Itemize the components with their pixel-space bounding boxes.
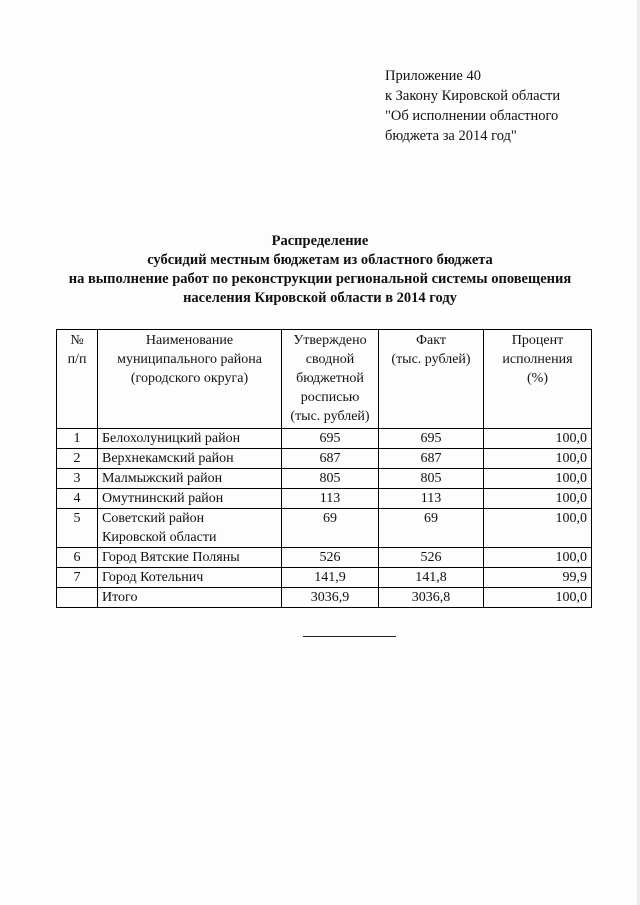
- row-fact: 113: [379, 489, 484, 509]
- appendix-line: бюджета за 2014 год": [385, 128, 517, 144]
- row-percent: 100,0: [484, 449, 592, 469]
- row-fact: 141,8: [379, 568, 484, 588]
- row-percent: 99,9: [484, 568, 592, 588]
- appendix-block: [385, 66, 625, 146]
- total-row: [57, 588, 592, 608]
- table-row: [57, 568, 592, 588]
- row-num: 3: [57, 469, 98, 489]
- header-fact: Факт (тыс. рублей): [379, 330, 484, 429]
- row-approved: 695: [282, 429, 379, 449]
- appendix-line: Приложение 40: [385, 68, 481, 84]
- table-row: [57, 489, 592, 509]
- row-approved: 113: [282, 489, 379, 509]
- appendix-line: "Об исполнении областного: [385, 108, 559, 124]
- row-name: Советский район Кировской области: [98, 509, 282, 548]
- appendix-line: к Закону Кировской области: [385, 88, 561, 104]
- total-percent: 100,0: [484, 588, 592, 608]
- row-fact: 695: [379, 429, 484, 449]
- total-label: Итого: [98, 588, 282, 608]
- header-num: № п/п: [57, 330, 98, 429]
- total-approved: 3036,9: [282, 588, 379, 608]
- subsidy-table: [56, 329, 592, 608]
- row-num: 1: [57, 429, 98, 449]
- row-name: Город Вятские Поляны: [98, 548, 282, 568]
- row-approved: 687: [282, 449, 379, 469]
- table-row: [57, 469, 592, 489]
- row-percent: 100,0: [484, 548, 592, 568]
- row-num: 6: [57, 548, 98, 568]
- row-name: Белохолуницкий район: [98, 429, 282, 449]
- row-name: Верхнекамский район: [98, 449, 282, 469]
- document-title: [20, 232, 620, 308]
- row-num: 2: [57, 449, 98, 469]
- row-approved: 141,9: [282, 568, 379, 588]
- row-percent: 100,0: [484, 509, 592, 548]
- title-line: субсидий местным бюджетам из областного бюджета: [147, 252, 493, 268]
- table-row: [57, 509, 592, 548]
- row-fact: 526: [379, 548, 484, 568]
- row-percent: 100,0: [484, 469, 592, 489]
- header-approved: Утверждено сводной бюджетной росписью (тыс. рублей): [282, 330, 379, 429]
- row-fact: 69: [379, 509, 484, 548]
- row-approved: 526: [282, 548, 379, 568]
- row-percent: 100,0: [484, 429, 592, 449]
- row-name: Омутнинский район: [98, 489, 282, 509]
- row-num: 5: [57, 509, 98, 548]
- total-fact: 3036,8: [379, 588, 484, 608]
- header-percent: Процент исполнения (%): [484, 330, 592, 429]
- row-percent: 100,0: [484, 489, 592, 509]
- table-row: [57, 429, 592, 449]
- row-num: 7: [57, 568, 98, 588]
- row-name: Малмыжский район: [98, 469, 282, 489]
- row-fact: 805: [379, 469, 484, 489]
- title-line: населения Кировской области в 2014 году: [183, 290, 457, 306]
- table-row: [57, 449, 592, 469]
- table-header-row: [57, 330, 592, 429]
- table-row: [57, 548, 592, 568]
- total-num: [57, 588, 98, 608]
- row-name: Город Котельнич: [98, 568, 282, 588]
- row-approved: 805: [282, 469, 379, 489]
- row-fact: 687: [379, 449, 484, 469]
- title-line: Распределение: [271, 233, 369, 249]
- title-line: на выполнение работ по реконструкции региональной системы оповещения: [68, 271, 572, 287]
- row-num: 4: [57, 489, 98, 509]
- header-name: Наименование муниципального района (городского округа): [98, 330, 282, 429]
- row-approved: 69: [282, 509, 379, 548]
- footer-divider: [303, 636, 396, 637]
